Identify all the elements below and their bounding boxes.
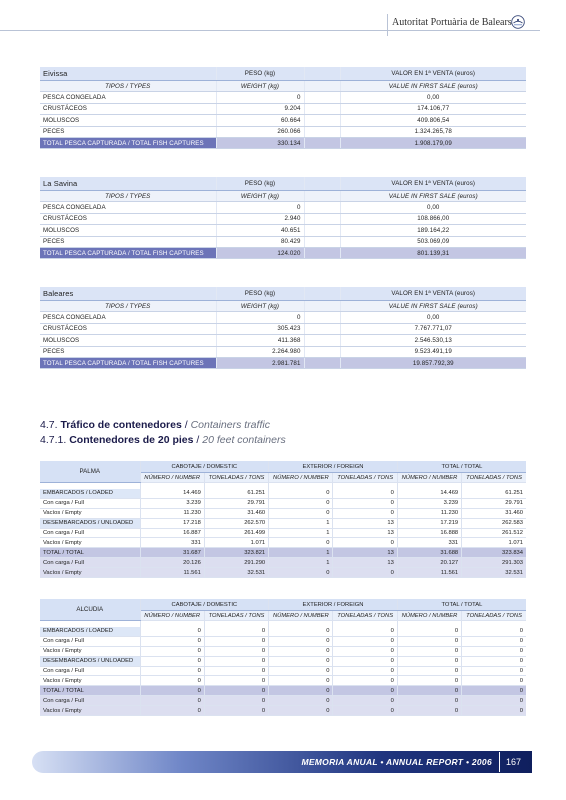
- row-type: CRUSTÁCEOS: [40, 213, 216, 224]
- table-group-header-row: [40, 599, 526, 611]
- port-name: PALMA: [40, 461, 140, 483]
- row-label: Vacíos / Empty: [40, 676, 140, 686]
- subcol-tons: TONELADAS / TONS: [462, 473, 526, 483]
- row-type: PECES: [40, 126, 216, 137]
- col-weight-header: PESO (kg): [216, 287, 304, 301]
- col-weight-subheader: WEIGHT (kg): [216, 81, 304, 92]
- cell-tons: 262.583: [462, 518, 526, 528]
- table-header-row: [40, 67, 526, 81]
- row-value: 174.106,77: [340, 103, 526, 114]
- cell-number: 0: [140, 646, 204, 656]
- total-weight: 330.134: [216, 137, 304, 148]
- cell-tons: 0: [204, 656, 268, 666]
- cell-number: 16.887: [140, 528, 204, 538]
- cell-number: 20.126: [140, 558, 204, 568]
- cell-tons: 0: [204, 627, 268, 636]
- cell-number: 20.127: [397, 558, 461, 568]
- row-value: 1.324.265,78: [340, 126, 526, 137]
- table-row: [40, 202, 526, 213]
- table-row: [40, 666, 526, 676]
- row-weight: 0: [216, 312, 304, 323]
- cell-tons: 32.531: [204, 568, 268, 578]
- row-type: PECES: [40, 236, 216, 247]
- group-header-foreign: EXTERIOR / FOREIGN: [269, 461, 398, 473]
- cell-tons: 0: [462, 627, 526, 636]
- title-separator: /: [196, 434, 200, 446]
- cell-number: 0: [140, 666, 204, 676]
- section-title-es: Contenedores de 20 pies: [69, 434, 194, 446]
- cell-number: 11.561: [140, 568, 204, 578]
- cell-tons: 0: [333, 656, 397, 666]
- cell-tons: 61.251: [462, 489, 526, 498]
- table-row: [40, 656, 526, 666]
- cell-tons: 0: [204, 676, 268, 686]
- table-row: [40, 538, 526, 548]
- cell-number: 0: [269, 686, 333, 696]
- cell-number: 0: [397, 686, 461, 696]
- subcol-number: NÚMERO / NUMBER: [397, 473, 461, 483]
- catch-table-baleares: [40, 287, 526, 369]
- group-header-total: TOTAL / TOTAL: [397, 599, 526, 611]
- cell-number: 0: [269, 706, 333, 716]
- subcol-tons: TONELADAS / TONS: [462, 611, 526, 621]
- cell-tons: 323.834: [462, 548, 526, 558]
- organization-name: Autoritat Portuària de Balears: [392, 17, 512, 28]
- cell-number: 0: [269, 696, 333, 706]
- cell-tons: 0: [333, 636, 397, 646]
- total-weight: 2.981.781: [216, 357, 304, 368]
- row-type: PESCA CONGELADA: [40, 202, 216, 213]
- cell-tons: 0: [204, 646, 268, 656]
- subcol-tons: TONELADAS / TONS: [204, 611, 268, 621]
- subcol-number: NÚMERO / NUMBER: [140, 611, 204, 621]
- cell-tons: 61.251: [204, 489, 268, 498]
- footer-report-title: MEMORIA ANUAL • ANNUAL REPORT • 2006: [301, 757, 492, 767]
- cell-number: 0: [269, 666, 333, 676]
- header-divider: [387, 14, 388, 36]
- table-row: [40, 646, 526, 656]
- row-label: Con carga / Full: [40, 636, 140, 646]
- cell-number: 0: [140, 696, 204, 706]
- cell-number: 1: [269, 558, 333, 568]
- table-total-row: [40, 357, 526, 368]
- cell-number: 0: [269, 538, 333, 548]
- row-label: Vacíos / Empty: [40, 508, 140, 518]
- cell-number: 16.888: [397, 528, 461, 538]
- cell-tons: 261.512: [462, 528, 526, 538]
- cell-tons: 262.570: [204, 518, 268, 528]
- table-row: [40, 696, 526, 706]
- row-type: PESCA CONGELADA: [40, 92, 216, 103]
- cell-tons: 0: [462, 666, 526, 676]
- cell-tons: 32.531: [462, 568, 526, 578]
- table-row: [40, 518, 526, 528]
- row-weight: 0: [216, 202, 304, 213]
- group-header-total: TOTAL / TOTAL: [397, 461, 526, 473]
- table-row: [40, 92, 526, 103]
- subcol-tons: TONELADAS / TONS: [333, 611, 397, 621]
- group-header-domestic: CABOTAJE / DOMESTIC: [140, 599, 269, 611]
- col-value-subheader: VALUE IN FIRST SALE (euros): [340, 81, 526, 92]
- catch-table-eivissa: [40, 67, 526, 149]
- cell-number: 3.239: [397, 498, 461, 508]
- table-row: [40, 528, 526, 538]
- cell-tons: 261.499: [204, 528, 268, 538]
- cell-number: 0: [397, 636, 461, 646]
- total-weight: 124.020: [216, 247, 304, 258]
- cell-tons: 0: [462, 646, 526, 656]
- col-weight-subheader: WEIGHT (kg): [216, 301, 304, 312]
- section-heading-containers-traffic: [40, 419, 270, 431]
- cell-number: 31.688: [397, 548, 461, 558]
- cell-number: 0: [269, 636, 333, 646]
- row-label: DESEMBARCADOS / UNLOADED: [40, 518, 140, 528]
- cell-tons: 13: [333, 528, 397, 538]
- table-subheader-row: [40, 301, 526, 312]
- region-name: La Savina: [40, 177, 216, 191]
- row-value: 189.164,22: [340, 225, 526, 236]
- cell-tons: 0: [333, 498, 397, 508]
- cell-tons: 0: [333, 706, 397, 716]
- cell-tons: 13: [333, 548, 397, 558]
- cell-number: 0: [140, 636, 204, 646]
- cell-tons: 0: [333, 627, 397, 636]
- subcol-tons: TONELADAS / TONS: [333, 473, 397, 483]
- section-number: 4.7.: [40, 419, 58, 431]
- col-weight-header: PESO (kg): [216, 67, 304, 81]
- total-label: TOTAL PESCA CAPTURADA / TOTAL FISH CAPTURES: [40, 137, 216, 148]
- cell-tons: 0: [333, 686, 397, 696]
- row-weight: 411.368: [216, 335, 304, 346]
- row-type: CRUSTÁCEOS: [40, 103, 216, 114]
- table-row: [40, 686, 526, 696]
- cell-number: 1: [269, 528, 333, 538]
- row-type: MOLUSCOS: [40, 335, 216, 346]
- row-value: 9.523.491,19: [340, 346, 526, 357]
- table-row: [40, 312, 526, 323]
- cell-tons: 13: [333, 518, 397, 528]
- cell-tons: 323.821: [204, 548, 268, 558]
- cell-tons: 0: [204, 636, 268, 646]
- cell-tons: 0: [333, 666, 397, 676]
- total-label: TOTAL PESCA CAPTURADA / TOTAL FISH CAPTURES: [40, 247, 216, 258]
- cell-tons: 0: [204, 706, 268, 716]
- table-row: [40, 508, 526, 518]
- cell-number: 0: [269, 646, 333, 656]
- cell-tons: 0: [333, 646, 397, 656]
- catch-table-la-savina: [40, 177, 526, 259]
- title-separator: /: [184, 419, 188, 431]
- cell-tons: 0: [333, 489, 397, 498]
- row-value: 2.546.530,13: [340, 335, 526, 346]
- cell-number: 14.469: [140, 489, 204, 498]
- cell-tons: 0: [462, 706, 526, 716]
- cell-number: 0: [397, 706, 461, 716]
- row-label: DESEMBARCADOS / UNLOADED: [40, 656, 140, 666]
- subcol-number: NÚMERO / NUMBER: [269, 473, 333, 483]
- page-number: 167: [506, 757, 522, 767]
- row-label: Vacíos / Empty: [40, 568, 140, 578]
- row-label: Vacíos / Empty: [40, 706, 140, 716]
- cell-number: 0: [140, 627, 204, 636]
- total-value: 1.908.179,09: [340, 137, 526, 148]
- cell-number: 0: [269, 568, 333, 578]
- row-weight: 2.264.980: [216, 346, 304, 357]
- cell-tons: 0: [462, 676, 526, 686]
- cell-tons: 291.290: [204, 558, 268, 568]
- row-label: Con carga / Full: [40, 696, 140, 706]
- cell-tons: 31.460: [462, 508, 526, 518]
- col-types-header: TIPOS / TYPES: [40, 81, 216, 92]
- row-label: Vacíos / Empty: [40, 646, 140, 656]
- cell-number: 331: [140, 538, 204, 548]
- header-rule: [0, 30, 540, 31]
- cell-number: 0: [397, 666, 461, 676]
- cell-number: 0: [269, 627, 333, 636]
- cell-number: 331: [397, 538, 461, 548]
- cell-number: 0: [397, 656, 461, 666]
- group-header-foreign: EXTERIOR / FOREIGN: [269, 599, 398, 611]
- total-label: TOTAL PESCA CAPTURADA / TOTAL FISH CAPTURES: [40, 357, 216, 368]
- table-row: [40, 489, 526, 498]
- cell-tons: 291.303: [462, 558, 526, 568]
- cell-tons: 0: [333, 508, 397, 518]
- container-table-alcudia: [40, 599, 526, 716]
- cell-number: 11.561: [397, 568, 461, 578]
- cell-tons: 1.071: [204, 538, 268, 548]
- cell-tons: 0: [204, 666, 268, 676]
- row-weight: 9.204: [216, 103, 304, 114]
- subcol-number: NÚMERO / NUMBER: [269, 611, 333, 621]
- table-row: [40, 627, 526, 636]
- row-weight: 40.651: [216, 225, 304, 236]
- table-group-header-row: [40, 461, 526, 473]
- col-value-subheader: VALUE IN FIRST SALE (euros): [340, 191, 526, 202]
- row-value: 503.069,09: [340, 236, 526, 247]
- row-label: Con carga / Full: [40, 666, 140, 676]
- table-header-row: [40, 177, 526, 191]
- row-value: 0,00: [340, 312, 526, 323]
- row-label: Con carga / Full: [40, 528, 140, 538]
- row-weight: 305.423: [216, 323, 304, 334]
- total-value: 19.857.792,39: [340, 357, 526, 368]
- row-label: TOTAL / TOTAL: [40, 548, 140, 558]
- row-label: EMBARCADOS / LOADED: [40, 489, 140, 498]
- cell-tons: 0: [462, 686, 526, 696]
- cell-number: 0: [140, 676, 204, 686]
- region-name: Baleares: [40, 287, 216, 301]
- cell-tons: 0: [462, 696, 526, 706]
- cell-number: 0: [397, 696, 461, 706]
- cell-tons: 29.791: [204, 498, 268, 508]
- cell-tons: 0: [333, 676, 397, 686]
- cell-number: 0: [397, 676, 461, 686]
- cell-tons: 1.071: [462, 538, 526, 548]
- row-weight: 60.664: [216, 115, 304, 126]
- col-types-header: TIPOS / TYPES: [40, 301, 216, 312]
- cell-tons: 0: [204, 686, 268, 696]
- table-row: [40, 323, 526, 334]
- cell-number: 0: [269, 656, 333, 666]
- row-weight: 260.066: [216, 126, 304, 137]
- table-row: [40, 236, 526, 247]
- cell-number: 0: [269, 676, 333, 686]
- footer-divider: [499, 752, 500, 772]
- row-value: 7.767.771,07: [340, 323, 526, 334]
- cell-number: 11.230: [397, 508, 461, 518]
- cell-tons: 31.460: [204, 508, 268, 518]
- cell-number: 0: [269, 489, 333, 498]
- port-name: ALCUDIA: [40, 599, 140, 621]
- table-row: [40, 335, 526, 346]
- cell-number: 0: [140, 656, 204, 666]
- cell-number: 17.218: [140, 518, 204, 528]
- table-row: [40, 636, 526, 646]
- section-title-es: Tráfico de contenedores: [60, 419, 182, 431]
- row-value: 409.806,54: [340, 115, 526, 126]
- region-name: Eivissa: [40, 67, 216, 81]
- cell-tons: 0: [462, 656, 526, 666]
- row-type: MOLUSCOS: [40, 225, 216, 236]
- cell-tons: 0: [333, 538, 397, 548]
- cell-number: 0: [397, 627, 461, 636]
- cell-tons: 0: [204, 696, 268, 706]
- cell-tons: 13: [333, 558, 397, 568]
- table-row: [40, 676, 526, 686]
- cell-number: 0: [269, 498, 333, 508]
- col-value-header: VALOR EN 1ª VENTA (euros): [340, 67, 526, 81]
- table-row: [40, 225, 526, 236]
- cell-number: 1: [269, 518, 333, 528]
- subcol-number: NÚMERO / NUMBER: [397, 611, 461, 621]
- table-header-row: [40, 287, 526, 301]
- cell-number: 0: [140, 686, 204, 696]
- row-weight: 0: [216, 92, 304, 103]
- subcol-tons: TONELADAS / TONS: [204, 473, 268, 483]
- row-label: TOTAL / TOTAL: [40, 686, 140, 696]
- cell-number: 1: [269, 548, 333, 558]
- table-row: [40, 103, 526, 114]
- table-row: [40, 568, 526, 578]
- col-weight-subheader: WEIGHT (kg): [216, 191, 304, 202]
- table-row: [40, 346, 526, 357]
- total-value: 801.139,31: [340, 247, 526, 258]
- table-row: [40, 548, 526, 558]
- cell-tons: 29.791: [462, 498, 526, 508]
- table-row: [40, 115, 526, 126]
- col-value-subheader: VALUE IN FIRST SALE (euros): [340, 301, 526, 312]
- cell-number: 0: [140, 706, 204, 716]
- row-value: 0,00: [340, 92, 526, 103]
- row-weight: 2.940: [216, 213, 304, 224]
- table-row: [40, 126, 526, 137]
- port-authority-logo-icon: [511, 15, 525, 29]
- cell-tons: 0: [333, 568, 397, 578]
- cell-number: 3.239: [140, 498, 204, 508]
- cell-number: 31.687: [140, 548, 204, 558]
- row-type: CRUSTÁCEOS: [40, 323, 216, 334]
- row-value: 108.866,00: [340, 213, 526, 224]
- row-label: EMBARCADOS / LOADED: [40, 627, 140, 636]
- row-label: Con carga / Full: [40, 498, 140, 508]
- cell-number: 11.230: [140, 508, 204, 518]
- section-title-en: Containers traffic: [190, 419, 270, 431]
- group-header-domestic: CABOTAJE / DOMESTIC: [140, 461, 269, 473]
- row-type: MOLUSCOS: [40, 115, 216, 126]
- section-number: 4.7.1.: [40, 434, 67, 446]
- table-row: [40, 706, 526, 716]
- table-row: [40, 498, 526, 508]
- col-value-header: VALOR EN 1ª VENTA (euros): [340, 177, 526, 191]
- subsection-heading-20ft-containers: [40, 434, 286, 446]
- row-type: PESCA CONGELADA: [40, 312, 216, 323]
- row-weight: 80.429: [216, 236, 304, 247]
- cell-number: 17.219: [397, 518, 461, 528]
- section-title-en: 20 feet containers: [202, 434, 286, 446]
- cell-tons: 0: [333, 696, 397, 706]
- table-subheader-row: [40, 81, 526, 92]
- cell-number: 14.469: [397, 489, 461, 498]
- table-total-row: [40, 137, 526, 148]
- table-row: [40, 213, 526, 224]
- table-row: [40, 558, 526, 568]
- table-total-row: [40, 247, 526, 258]
- row-value: 0,00: [340, 202, 526, 213]
- table-subheader-row: [40, 191, 526, 202]
- row-label: Vacíos / Empty: [40, 538, 140, 548]
- row-label: Con carga / Full: [40, 558, 140, 568]
- cell-number: 0: [269, 508, 333, 518]
- cell-tons: 0: [462, 636, 526, 646]
- row-type: PECES: [40, 346, 216, 357]
- cell-number: 0: [397, 646, 461, 656]
- col-types-header: TIPOS / TYPES: [40, 191, 216, 202]
- subcol-number: NÚMERO / NUMBER: [140, 473, 204, 483]
- col-weight-header: PESO (kg): [216, 177, 304, 191]
- container-table-palma: [40, 461, 526, 578]
- col-value-header: VALOR EN 1ª VENTA (euros): [340, 287, 526, 301]
